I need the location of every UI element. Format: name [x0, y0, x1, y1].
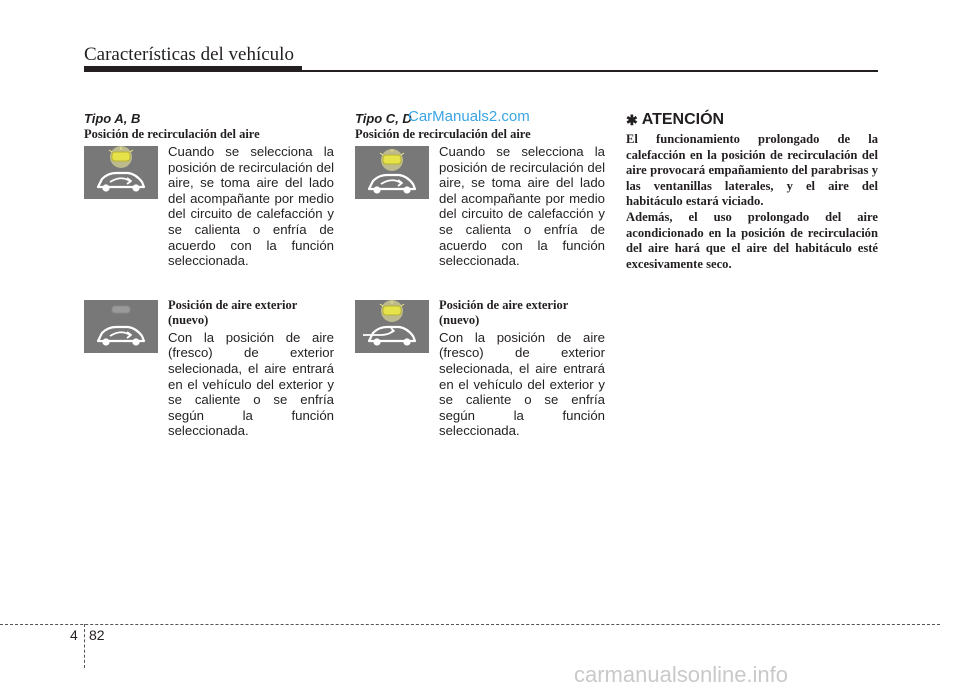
indicator-light-icon	[380, 300, 404, 322]
recirculation-heading: Posición de recirculación del aire	[355, 127, 531, 141]
footer-divider	[84, 624, 85, 668]
attention-title: ATENCIÓN	[641, 111, 725, 128]
fresh-air-description: Con la posición de aire (fresco) de exterior selecionada, el aire entrará en el vehículo del exterior y se caliente o se enfría según la función seleccionada.	[168, 329, 334, 439]
attention-paragraph: Además, el uso prolongado del aire acondicionado en la posición de recirculación del aire hará que el aire del habitáculo esté excesivamente seco.	[626, 209, 878, 271]
footer-watermark: carmanualsonline.info	[574, 662, 789, 687]
fresh-air-description: Con la posición de aire (fresco) de exterior selecionada, el aire entrará en el vehículo del exterior y se caliente o se enfría según la función seleccionada.	[439, 329, 605, 439]
recirculation-heading: Posición de recirculación del aire	[84, 127, 260, 141]
recirculation-description: Cuando se selecciona la posición de recirculación del aire, se toma aire del lado del acompañante por medio del circuito de calefacción y se calienta o enfría de acuerdo con la función seleccionada.	[168, 144, 334, 269]
attention-heading	[626, 110, 878, 130]
fresh-air-button-image	[355, 300, 429, 353]
recirculation-row	[84, 144, 334, 269]
column-type-a-b	[84, 110, 334, 439]
indicator-light-icon	[112, 306, 130, 313]
car-fresh-air-icon	[363, 327, 415, 345]
fresh-air-heading: Posición de aire exterior (nuevo)	[439, 297, 569, 327]
page-number: 82	[89, 627, 105, 643]
recirculation-description: Cuando se selecciona la posición de recirculación del aire, se toma aire del lado del acompañante por medio del circuito de calefacción y se calienta o enfría de acuerdo con la función seleccionada.	[439, 144, 605, 269]
fresh-air-heading: Posición de aire exterior (nuevo)	[168, 297, 298, 327]
fresh-air-button-image	[84, 300, 158, 353]
attention-paragraph: El funcionamiento prolongado de la calefacción en la posición de recirculación del aire provocará empañamiento del parabrisas y las ventanillas laterales, y el aire del habitáculo estará viciado.	[626, 132, 878, 209]
watermark-text: CarManuals2.com	[408, 108, 530, 125]
car-recirculation-icon	[98, 327, 144, 345]
recirculation-row	[355, 144, 605, 269]
fresh-air-row	[84, 298, 334, 439]
asterisk-icon: ✱	[626, 112, 638, 128]
attention-body	[626, 132, 878, 272]
recirculation-button-image	[84, 146, 158, 199]
footer-rule	[0, 624, 940, 625]
recirculation-button-image	[355, 146, 429, 199]
page-title: Características del vehículo	[84, 44, 294, 65]
header-rule-thin	[84, 70, 878, 72]
car-recirculation-icon	[98, 173, 144, 191]
type-heading: Tipo C, D	[355, 111, 412, 126]
chapter-number: 4	[70, 627, 78, 643]
attention-box	[626, 110, 878, 272]
car-recirculation-icon	[369, 175, 415, 193]
indicator-light-icon	[109, 146, 133, 168]
fresh-air-row	[355, 298, 605, 439]
type-heading: Tipo A, B	[84, 111, 141, 126]
indicator-light-icon	[380, 149, 404, 171]
column-type-c-d	[355, 110, 605, 439]
